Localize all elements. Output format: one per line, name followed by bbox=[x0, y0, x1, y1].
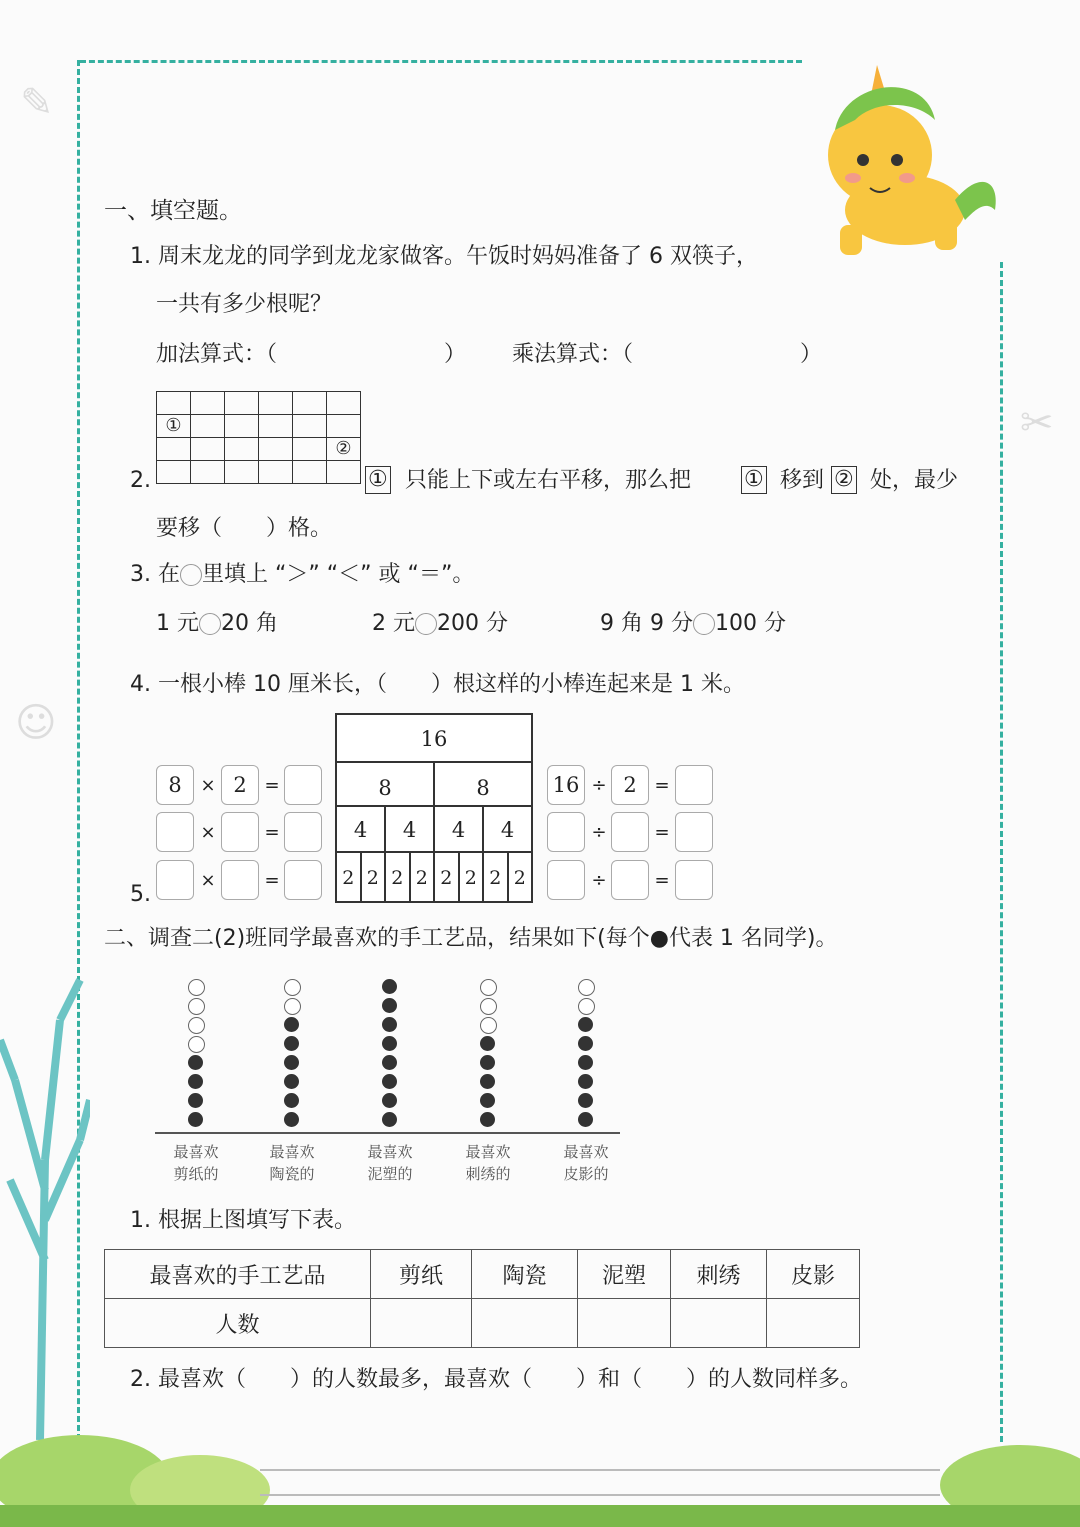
addition-label: 加法算式：（ bbox=[156, 342, 278, 367]
bead-filled bbox=[382, 1055, 397, 1070]
chart-baseline bbox=[155, 1132, 620, 1134]
divide-sign: ÷ bbox=[591, 775, 607, 796]
equals-sign: = bbox=[654, 775, 670, 796]
times-sign: × bbox=[200, 822, 216, 843]
bead-filled bbox=[284, 1112, 299, 1127]
question-1-text: 1. 周末龙龙的同学到龙龙家做客。午饭时妈妈准备了 6 双筷子， bbox=[130, 244, 758, 269]
answer-cell[interactable] bbox=[671, 1299, 767, 1348]
bead-filled bbox=[382, 979, 397, 994]
data-table bbox=[104, 1249, 860, 1348]
equals-sign: = bbox=[264, 775, 280, 796]
category-label: 剪纸的 bbox=[173, 1165, 219, 1183]
table-header-cell: 刺绣 bbox=[671, 1250, 767, 1299]
diagram-eighth: 2 bbox=[336, 852, 361, 902]
diagram-eighth: 2 bbox=[410, 852, 435, 902]
divide-sign: ÷ bbox=[591, 870, 607, 891]
page-border-top bbox=[80, 60, 802, 63]
diagram-half: 8 bbox=[434, 762, 532, 806]
div-box[interactable] bbox=[611, 812, 649, 852]
tree-decoration bbox=[0, 960, 90, 1440]
background-doodle: ☺ bbox=[15, 700, 57, 746]
category-label: 最喜欢 bbox=[173, 1143, 219, 1161]
table-header-cell: 泥塑 bbox=[578, 1250, 671, 1299]
compare-left: 1 元 bbox=[156, 611, 199, 636]
mul-box[interactable] bbox=[156, 860, 194, 900]
bead-filled bbox=[578, 1055, 593, 1070]
diagram-top: 16 bbox=[336, 714, 532, 762]
bead-filled bbox=[480, 1093, 495, 1108]
answer-box[interactable] bbox=[284, 765, 322, 805]
compare-right: 200 分 bbox=[437, 611, 508, 636]
bead-filled bbox=[578, 1036, 593, 1051]
bead-filled bbox=[480, 1055, 495, 1070]
bead-filled bbox=[480, 1036, 495, 1051]
answer-cell[interactable] bbox=[578, 1299, 671, 1348]
table-header-cell: 剪纸 bbox=[371, 1250, 472, 1299]
bead-filled bbox=[480, 1112, 495, 1127]
bead-filled bbox=[578, 1074, 593, 1089]
compare-right: 20 角 bbox=[221, 611, 278, 636]
diagram-eighth: 2 bbox=[361, 852, 386, 902]
page-border-right bbox=[1000, 262, 1003, 1442]
section2-title: 二、调查二(2)班同学最喜欢的手工艺品，结果如下(每个●代表 1 名同学)。 bbox=[104, 926, 838, 951]
times-sign: × bbox=[200, 775, 216, 796]
compare-circle[interactable] bbox=[415, 613, 437, 635]
bead-empty bbox=[578, 979, 595, 996]
sub-question-2: 2. 最喜欢（ ）的人数最多，最喜欢（ ）和（ ）的人数同样多。 bbox=[130, 1367, 862, 1392]
bead-filled bbox=[188, 1055, 203, 1070]
grass-decoration bbox=[0, 1420, 1080, 1527]
answer-cell[interactable] bbox=[767, 1299, 860, 1348]
compare-right: 100 分 bbox=[714, 611, 786, 636]
bead-filled bbox=[382, 1036, 397, 1051]
question-2-text-c: 处，最少 bbox=[870, 468, 959, 493]
bead-filled bbox=[188, 1074, 203, 1089]
bead-filled bbox=[480, 1074, 495, 1089]
compare-circle[interactable] bbox=[693, 613, 715, 635]
answer-cell[interactable] bbox=[371, 1299, 472, 1348]
circle-blank bbox=[180, 564, 202, 586]
question-2-text-b: 移到 bbox=[780, 468, 825, 493]
question-2-text-a: 只能上下或左右平移，那么把 bbox=[405, 468, 692, 493]
question-3-text bbox=[130, 562, 474, 588]
move-grid bbox=[156, 391, 361, 484]
background-doodle: ✂ bbox=[1020, 400, 1054, 446]
bead-empty bbox=[284, 998, 301, 1015]
question-4-text: 4. 一根小棒 10 厘米长，（ ）根这样的小棒连起来是 1 米。 bbox=[130, 672, 745, 697]
category-label: 陶瓷的 bbox=[269, 1165, 315, 1183]
bead-filled bbox=[382, 1093, 397, 1108]
compare-item-3 bbox=[600, 611, 786, 637]
unicorn-mascot bbox=[815, 60, 1005, 260]
bead-filled bbox=[578, 1112, 593, 1127]
bead-filled bbox=[382, 1112, 397, 1127]
bead-empty bbox=[188, 1036, 205, 1053]
answer-box[interactable] bbox=[675, 812, 713, 852]
background-doodle: ✎ bbox=[20, 80, 54, 126]
diagram-quarter: 4 bbox=[385, 806, 434, 852]
diagram-eighth: 2 bbox=[434, 852, 459, 902]
bead-filled bbox=[578, 1093, 593, 1108]
bead-filled bbox=[284, 1093, 299, 1108]
mark-2-inline: ② bbox=[831, 466, 857, 494]
answer-box[interactable] bbox=[675, 860, 713, 900]
table-header-cell: 最喜欢的手工艺品 bbox=[105, 1250, 371, 1299]
bead-filled bbox=[284, 1074, 299, 1089]
compare-left: 2 元 bbox=[372, 611, 415, 636]
diagram-quarter: 4 bbox=[336, 806, 385, 852]
grid-mark-2: ② bbox=[327, 438, 361, 461]
answer-box[interactable] bbox=[284, 860, 322, 900]
div-box[interactable] bbox=[611, 860, 649, 900]
diagram-eighth: 2 bbox=[508, 852, 533, 902]
diagram-half: 8 bbox=[336, 762, 434, 806]
bead-filled bbox=[382, 1017, 397, 1032]
div-box: 16 bbox=[547, 765, 585, 805]
mul-box[interactable] bbox=[221, 812, 259, 852]
multiplication-label: 乘法算式：（ bbox=[512, 342, 634, 367]
bead-empty bbox=[480, 1017, 497, 1034]
equals-sign: = bbox=[654, 870, 670, 891]
bead-filled bbox=[188, 1093, 203, 1108]
bead-empty bbox=[480, 998, 497, 1015]
answer-box[interactable] bbox=[675, 765, 713, 805]
addition-close: ） bbox=[444, 342, 467, 367]
diagram-quarter: 4 bbox=[434, 806, 483, 852]
category-label: 最喜欢 bbox=[269, 1143, 315, 1161]
table-header-cell: 陶瓷 bbox=[472, 1250, 578, 1299]
question-3-text-b: 里填上 “＞” “＜” 或 “＝”。 bbox=[201, 562, 475, 587]
equals-sign: = bbox=[264, 822, 280, 843]
equals-sign: = bbox=[264, 870, 280, 891]
diagram-quarter: 4 bbox=[483, 806, 532, 852]
bead-empty bbox=[284, 979, 301, 996]
bead-empty bbox=[480, 979, 497, 996]
question-2-line2: 要移（ ）格。 bbox=[156, 516, 333, 541]
section-title: 一、填空题。 bbox=[104, 198, 242, 224]
equals-sign: = bbox=[654, 822, 670, 843]
bead-filled bbox=[284, 1036, 299, 1051]
diagram-eighth: 2 bbox=[459, 852, 484, 902]
bead-filled bbox=[284, 1055, 299, 1070]
div-box[interactable] bbox=[547, 860, 585, 900]
table-header-cell: 皮影 bbox=[767, 1250, 860, 1299]
answer-box[interactable] bbox=[284, 812, 322, 852]
bead-filled bbox=[284, 1017, 299, 1032]
mul-box: 2 bbox=[221, 765, 259, 805]
mul-box[interactable] bbox=[156, 812, 194, 852]
mul-box: 8 bbox=[156, 765, 194, 805]
question-1-text-line2: 一共有多少根呢？ bbox=[156, 292, 333, 317]
category-label: 刺绣的 bbox=[465, 1165, 511, 1183]
table-row-label: 人数 bbox=[105, 1299, 371, 1348]
div-box[interactable] bbox=[547, 812, 585, 852]
diagram-eighth: 2 bbox=[385, 852, 410, 902]
mark-1-inline: ① bbox=[365, 466, 391, 494]
divide-sign: ÷ bbox=[591, 822, 607, 843]
compare-circle[interactable] bbox=[199, 613, 221, 635]
category-label: 最喜欢 bbox=[465, 1143, 511, 1161]
mul-box[interactable] bbox=[221, 860, 259, 900]
bead-chart bbox=[150, 975, 630, 1190]
question-5-number: 5. bbox=[130, 882, 151, 907]
bead-filled bbox=[578, 1017, 593, 1032]
bead-empty bbox=[578, 998, 595, 1015]
sub-question-1: 1. 根据上图填写下表。 bbox=[130, 1208, 356, 1233]
question-2-number: 2. bbox=[130, 468, 151, 493]
div-box: 2 bbox=[611, 765, 649, 805]
mark-1-inline-b: ① bbox=[741, 466, 767, 494]
grid-mark-1: ① bbox=[157, 415, 191, 438]
bead-empty bbox=[188, 1017, 205, 1034]
compare-left: 9 角 9 分 bbox=[600, 611, 693, 636]
category-label: 皮影的 bbox=[563, 1165, 609, 1183]
bead-empty bbox=[188, 979, 205, 996]
compare-item-1 bbox=[156, 611, 278, 637]
question-3-text-a: 3. 在 bbox=[130, 562, 180, 587]
bead-filled bbox=[382, 1074, 397, 1089]
bead-filled bbox=[382, 998, 397, 1013]
category-label: 最喜欢 bbox=[367, 1143, 413, 1161]
category-label: 最喜欢 bbox=[563, 1143, 609, 1161]
bead-filled bbox=[188, 1112, 203, 1127]
division-diagram bbox=[335, 713, 533, 903]
times-sign: × bbox=[200, 870, 216, 891]
bead-empty bbox=[188, 998, 205, 1015]
answer-cell[interactable] bbox=[472, 1299, 578, 1348]
compare-item-2 bbox=[372, 611, 508, 637]
diagram-eighth: 2 bbox=[483, 852, 508, 902]
category-label: 泥塑的 bbox=[367, 1165, 413, 1183]
multiplication-close: ） bbox=[800, 342, 823, 367]
